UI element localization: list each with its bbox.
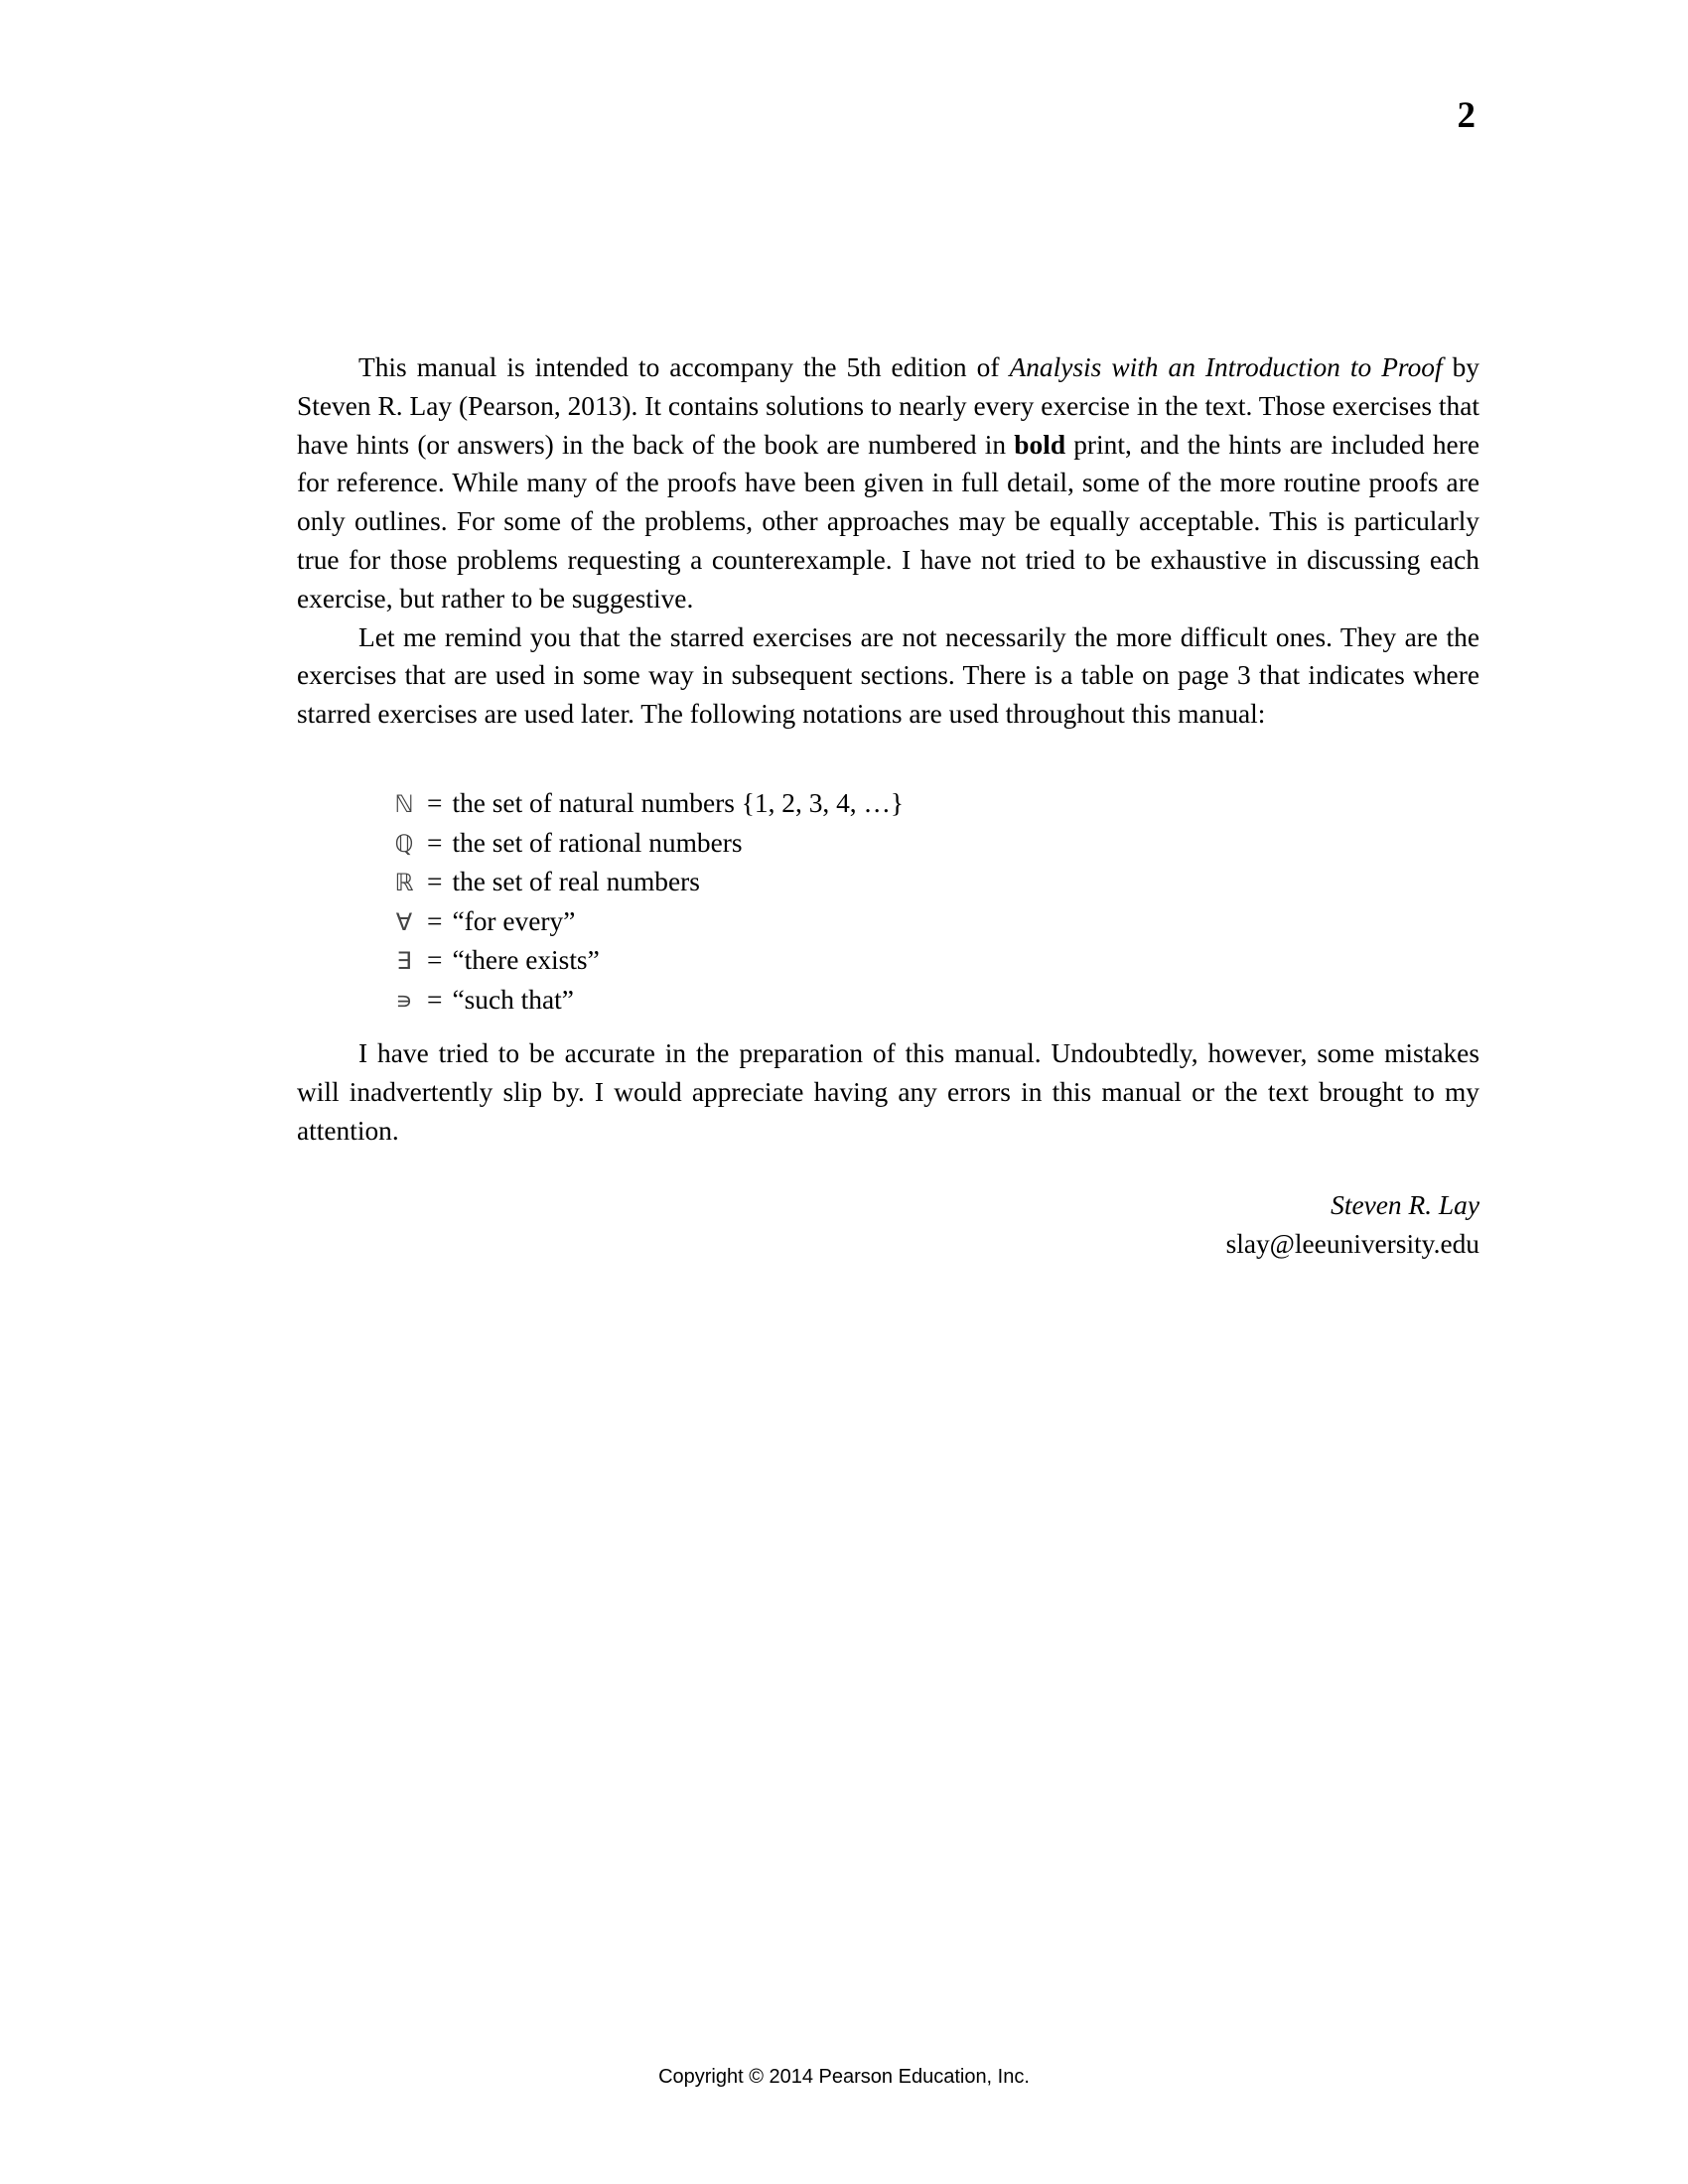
reals-symbol: ℝ [394, 869, 414, 897]
rationals-symbol: ℚ [394, 829, 414, 858]
notation-row [393, 941, 904, 981]
intro-text-2: by Steven R. Lay (Pearson, 2013). It contains solutions to nearly every exercise in the text. Those exercises that have hints (or answers) in the back of the book are numbered in [297, 352, 1479, 460]
notation-row [393, 824, 904, 864]
equals-sign: = [427, 867, 443, 897]
notation-list [393, 784, 904, 1021]
equals-sign: = [427, 984, 443, 1015]
notation-row [393, 863, 904, 902]
intro-text-3: print, and the hints are included here for reference. While many of the proofs have been given in full detail, some of the more routine proofs are only outlines. For some of the problems, other approaches may be equally acceptable. This is particularly true for those problems requesting a counterexample. I have not tried to be exhaustive in discussing each exercise, but rather to be suggestive. [297, 429, 1479, 614]
author-email: slay@leeuniversity.edu [1225, 1228, 1479, 1259]
equals-sign: = [427, 788, 443, 818]
naturals-symbol: ℕ [394, 790, 414, 818]
reminder-paragraph: Let me remind you that the starred exercises are not necessarily the more difficult ones. They are the exercises that are used in some way in subsequent sections. There is a table on page 3 that indicates where starred exercises are used later. The following notations are used throughout this manual: [297, 621, 1479, 730]
book-title: Analysis with an Introduction to Proof [1009, 352, 1443, 382]
notation-row [393, 784, 904, 824]
for-all-symbol: ∀ [395, 907, 413, 936]
equals-sign: = [427, 905, 443, 936]
notation-meaning: “there exists” [452, 945, 600, 976]
such-that-symbol: ∍ [395, 986, 413, 1015]
intro-paragraph [297, 348, 1479, 618]
signature-block [1226, 1186, 1479, 1264]
intro-section [297, 348, 1479, 734]
notation-meaning: the set of real numbers [452, 867, 700, 897]
bold-word: bold [1014, 429, 1066, 460]
author-name: Steven R. Lay [1331, 1190, 1479, 1220]
copyright-footer: Copyright © 2014 Pearson Education, Inc. [658, 2066, 1030, 2088]
notation-meaning: “for every” [452, 905, 576, 936]
page-number: 2 [1457, 95, 1476, 136]
notation-meaning: the set of natural numbers {1, 2, 3, 4, …} [452, 788, 905, 818]
equals-sign: = [427, 827, 443, 858]
notation-meaning: the set of rational numbers [452, 827, 743, 858]
notation-row [393, 902, 904, 942]
closing-paragraph: I have tried to be accurate in the preparation of this manual. Undoubtedly, however, some mistakes will inadvertently slip by. I would appreciate having any errors in this manual or the text brought to my attention. [297, 1038, 1479, 1146]
equals-sign: = [427, 945, 443, 976]
exists-symbol: ∃ [396, 947, 412, 976]
notation-meaning: “such that” [452, 984, 574, 1015]
notation-row [393, 981, 904, 1021]
intro-text-1: This manual is intended to accompany the 5th edition of [358, 352, 1010, 382]
closing-section [297, 1034, 1479, 1150]
